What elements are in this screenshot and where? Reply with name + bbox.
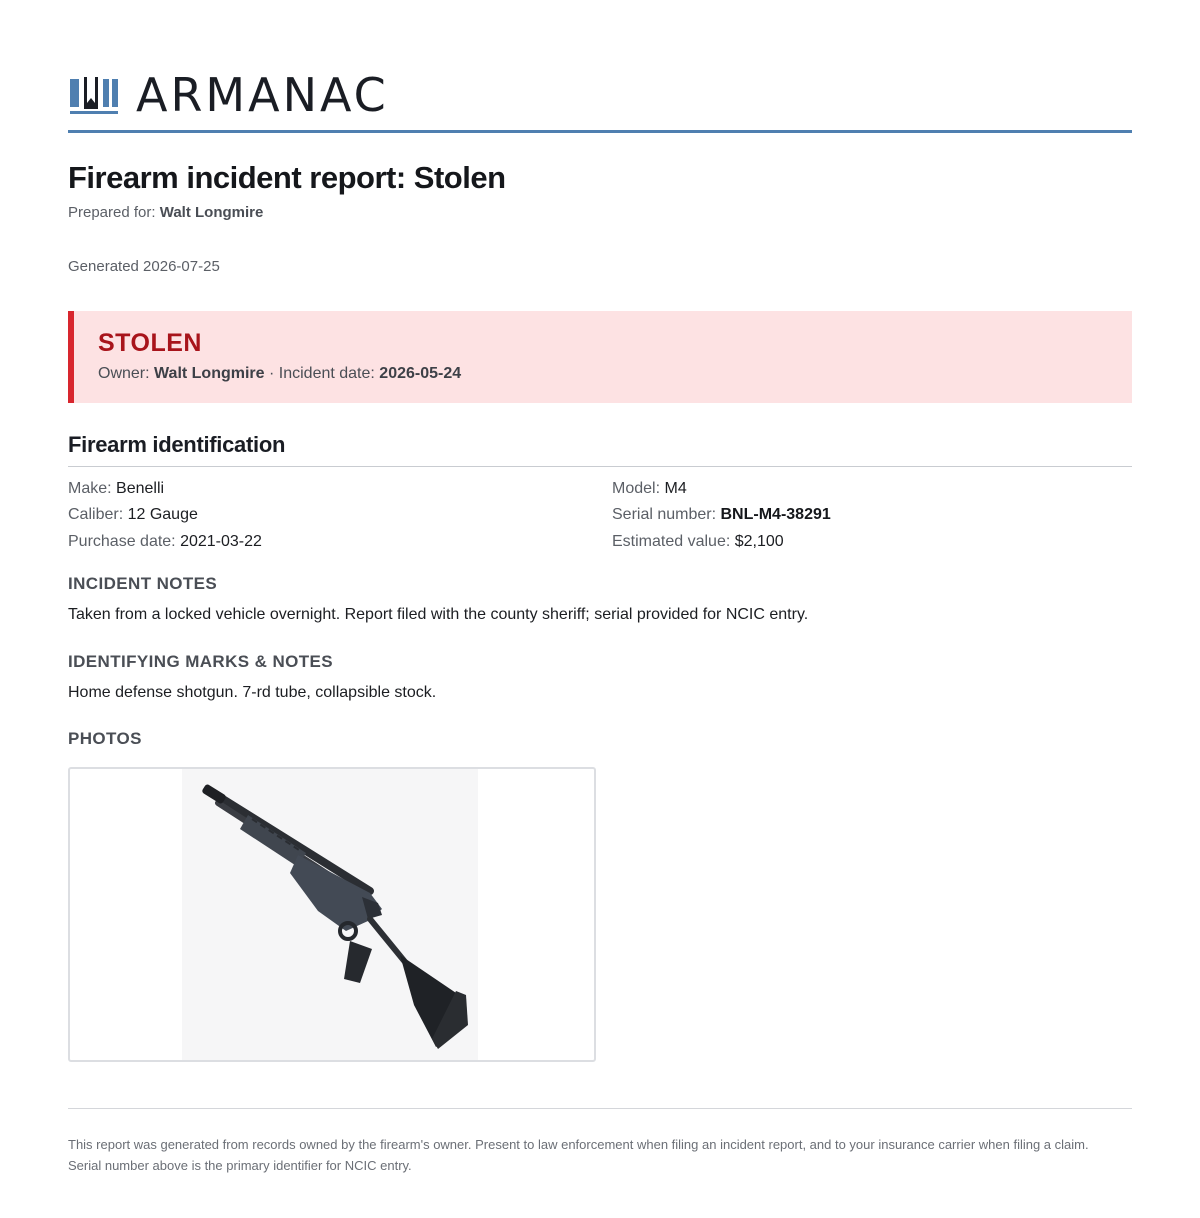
field-value: M4 (664, 480, 687, 497)
owner-label: Owner: (98, 365, 150, 382)
section-heading-identification: Firearm identification (68, 432, 286, 457)
header-divider (68, 130, 1132, 133)
owner-name: Walt Longmire (154, 365, 265, 382)
prepared-for-label: Prepared for: (68, 204, 156, 221)
footer-divider (68, 1108, 1132, 1109)
field-label: Model: (612, 480, 661, 497)
field-value: 12 Gauge (127, 506, 198, 523)
status-banner (68, 311, 1132, 403)
field-label: Make: (68, 480, 112, 497)
brand-header (68, 68, 389, 122)
field-label: Purchase date: (68, 533, 176, 550)
incident-notes-heading: INCIDENT NOTES (68, 574, 218, 593)
shotgun-illustration (70, 769, 594, 1060)
incident-date: 2026-05-24 (379, 365, 462, 382)
footer-disclaimer: This report was generated from records owned by the firearm's owner. Present to law enforcement when filing an incident report, and to your insurance carrier when filing a claim. Serial number above is the primary identifier for NCIC entry. (68, 1137, 1089, 1173)
field-caliber (68, 506, 198, 524)
identifying-marks-heading: IDENTIFYING MARKS & NOTES (68, 652, 334, 671)
meta-separator: · (264, 365, 279, 382)
section-divider (68, 466, 1132, 467)
field-estimated-value (612, 533, 784, 551)
page-title: Firearm incident report: Stolen (68, 160, 506, 195)
incident-notes-text: Taken from a locked vehicle overnight. Report filed with the county sheriff; serial provided for NCIC entry. (68, 606, 809, 623)
field-serial-number (612, 506, 831, 524)
generated-date: Generated 2026-07-25 (68, 258, 220, 275)
photos-heading: PHOTOS (68, 729, 142, 748)
armanac-bookmark-logo-icon (68, 73, 120, 117)
field-purchase-date (68, 533, 262, 551)
field-label: Estimated value: (612, 533, 731, 550)
field-model (612, 480, 687, 498)
field-value: $2,100 (734, 533, 784, 550)
shotgun-photo[interactable] (68, 767, 596, 1062)
field-value: Benelli (116, 480, 165, 497)
identifying-marks-text: Home defense shotgun. 7-rd tube, collapsible stock. (68, 684, 437, 701)
status-meta (98, 365, 461, 383)
incident-date-label: Incident date: (278, 365, 375, 382)
brand-name: ARMANAC (136, 68, 389, 122)
prepared-for-name: Walt Longmire (159, 204, 264, 221)
prepared-for (68, 204, 263, 221)
field-label: Serial number: (612, 506, 717, 523)
serial-number-value: BNL-M4-38291 (720, 506, 831, 523)
field-value: 2021-03-22 (180, 533, 262, 550)
report-page (68, 0, 1132, 1218)
field-make (68, 480, 164, 498)
field-label: Caliber: (68, 506, 124, 523)
status-badge: STOLEN (98, 329, 202, 357)
